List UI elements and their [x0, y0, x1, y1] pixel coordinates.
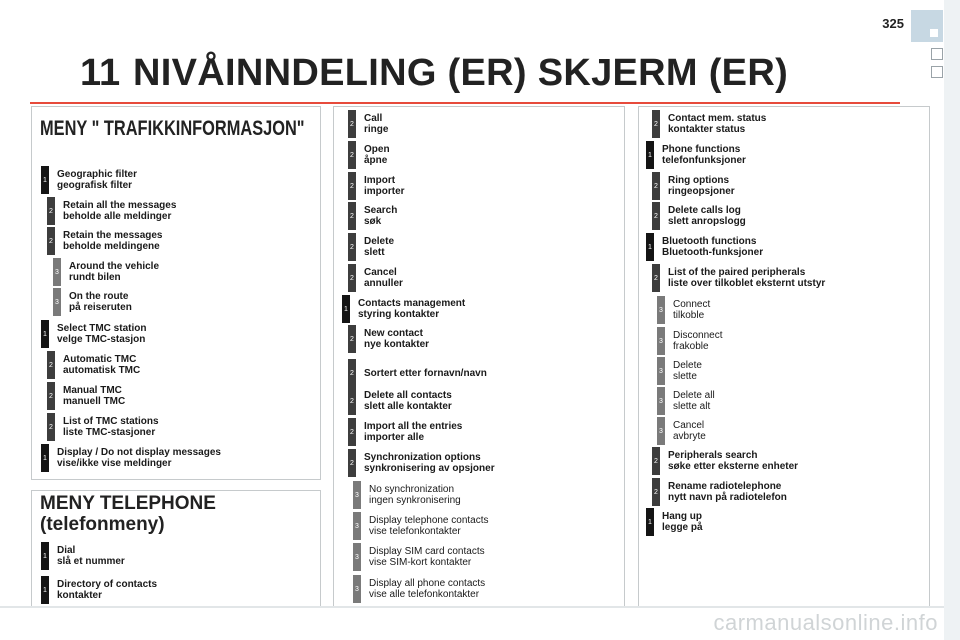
level-badge: 2: [47, 227, 55, 255]
level-badge: 2: [348, 172, 356, 200]
menu-item-label: Delete calls log: [668, 205, 741, 216]
level-badge: 3: [657, 327, 665, 355]
menu-item-translation: ringe: [364, 124, 389, 135]
menu-item-label: List of the paired peripherals: [668, 267, 806, 278]
level-badge: 3: [657, 357, 665, 385]
menu-item-label: Around the vehicle: [69, 261, 160, 272]
menu-item-label: Delete: [364, 236, 395, 247]
menu-item-label: Automatic TMC: [63, 354, 137, 365]
level-badge: 3: [353, 481, 361, 509]
telephone-menu-title: [40, 493, 216, 535]
menu-item: [652, 478, 787, 506]
menu-item-text: [668, 205, 746, 227]
level-badge: 3: [353, 512, 361, 540]
menu-item-text: [57, 169, 137, 191]
menu-item-label: Retain all the messages: [63, 200, 177, 211]
menu-item-text: [364, 205, 397, 227]
level-badge: 1: [646, 508, 654, 536]
menu-item-label: Contacts management: [358, 298, 466, 309]
footer-rule: [0, 606, 944, 608]
menu-item-translation: nye kontakter: [364, 339, 430, 350]
level-badge: 3: [353, 543, 361, 571]
menu-item-translation: synkronisering av opsjoner: [364, 463, 495, 474]
menu-item: [348, 110, 388, 138]
edge-checkbox-1: [931, 48, 943, 60]
level-badge: 2: [348, 325, 356, 353]
menu-item-label: Retain the messages: [63, 230, 163, 241]
menu-item-translation: slett: [364, 247, 385, 258]
menu-item-label: Phone functions: [662, 144, 741, 155]
menu-item: [348, 387, 452, 415]
menu-item-translation: slette alt: [673, 401, 711, 412]
menu-item-text: [364, 267, 403, 289]
menu-item-text: [369, 484, 461, 506]
menu-item-label: Delete: [673, 360, 702, 371]
menu-item-translation: åpne: [364, 155, 388, 166]
menu-item-text: [668, 450, 798, 472]
menu-item: [652, 264, 825, 292]
menu-item: [41, 166, 137, 194]
menu-item-translation: frakoble: [673, 341, 709, 352]
menu-item-translation: importer alle: [364, 432, 425, 443]
level-badge: 1: [41, 320, 49, 348]
menu-item: [652, 202, 746, 230]
chapter-tab-marker: [930, 29, 938, 37]
level-badge: 2: [652, 172, 660, 200]
chapter-title: NIVÅINNDELING (ER) SKJERM (ER): [133, 52, 789, 94]
menu-item-translation: nytt navn på radiotelefon: [668, 492, 787, 503]
menu-item-label: Geographic filter: [57, 169, 138, 180]
menu-item: [53, 258, 159, 286]
chapter-tab: [911, 10, 943, 42]
menu-item-label: Rename radiotelephone: [668, 481, 782, 492]
menu-item-text: [662, 144, 746, 166]
menu-item: [348, 233, 394, 261]
menu-item-text: [668, 267, 825, 289]
level-badge: 2: [652, 202, 660, 230]
menu-item-label: Sortert etter fornavn/navn: [364, 367, 487, 379]
menu-item: [41, 444, 221, 472]
menu-item-label: Delete all contacts: [364, 390, 452, 401]
menu-item-label: Manual TMC: [63, 385, 122, 396]
menu-item: [47, 382, 125, 410]
level-badge: 2: [47, 382, 55, 410]
level-badge: 2: [348, 264, 356, 292]
menu-item-label: Delete all: [673, 390, 715, 401]
menu-item-translation: styring kontakter: [358, 309, 440, 320]
menu-item-text: [673, 360, 702, 382]
menu-item-text: [364, 236, 394, 258]
menu-item-text: [668, 113, 766, 135]
menu-item-text: [673, 330, 722, 352]
menu-item: [353, 575, 485, 603]
menu-item-label: On the route: [69, 291, 129, 302]
menu-item-translation: telefonfunksjoner: [662, 155, 746, 166]
menu-item: [348, 449, 495, 477]
menu-item-translation: ringeopsjoner: [668, 186, 735, 197]
menu-item-translation: importer: [364, 186, 405, 197]
menu-item-label: Import all the entries: [364, 421, 463, 432]
menu-item-text: [57, 545, 125, 567]
menu-item-label: Directory of contacts: [57, 579, 158, 590]
menu-item: [652, 172, 735, 200]
level-badge: 2: [47, 413, 55, 441]
level-badge: 2: [348, 418, 356, 446]
menu-item: [348, 325, 429, 353]
menu-item: [47, 197, 176, 225]
level-badge: 3: [53, 288, 61, 316]
menu-item-translation: slå et nummer: [57, 556, 125, 567]
menu-item-text: [364, 144, 390, 166]
menu-item: [646, 141, 746, 169]
level-badge: 2: [348, 449, 356, 477]
menu-item: [47, 227, 163, 255]
menu-item-translation: avbryte: [673, 431, 706, 442]
menu-item: [652, 447, 798, 475]
edge-checkbox-2: [931, 66, 943, 78]
menu-item-translation: vise/ikke vise meldinger: [57, 458, 172, 469]
menu-item-label: Synchronization options: [364, 452, 481, 463]
menu-item-translation: slett anropslogg: [668, 216, 746, 227]
level-badge: 2: [348, 202, 356, 230]
menu-item-translation: manuell TMC: [63, 396, 126, 407]
menu-item-label: Connect: [673, 299, 711, 310]
menu-item-text: [673, 420, 706, 442]
menu-item-label: Ring options: [668, 175, 730, 186]
level-badge: 3: [657, 387, 665, 415]
menu-item-text: [364, 113, 388, 135]
level-badge: 2: [348, 387, 356, 415]
level-badge: 1: [342, 295, 350, 323]
level-badge: 3: [657, 417, 665, 445]
menu-item: [353, 543, 485, 571]
menu-item-translation: velge TMC-stasjon: [57, 334, 146, 345]
menu-item: [657, 417, 706, 445]
menu-item-label: Select TMC station: [57, 323, 147, 334]
menu-item-text: [63, 416, 159, 438]
menu-item: [353, 512, 489, 540]
menu-item-text: [364, 421, 462, 443]
menu-item: [353, 481, 461, 509]
menu-item: [646, 508, 703, 536]
menu-item: [342, 295, 465, 323]
traffic-menu-title: MENY " TRAFIKKINFORMASJON": [40, 117, 305, 140]
level-badge: 2: [348, 110, 356, 138]
menu-item-translation: beholde alle meldinger: [63, 211, 172, 222]
menu-item-text: [69, 261, 159, 283]
menu-item-text: [364, 328, 429, 350]
menu-item: [53, 288, 132, 316]
menu-item: [41, 576, 157, 604]
menu-item-label: Cancel: [673, 420, 705, 431]
menu-item: [348, 172, 405, 200]
menu-item-translation: tilkoble: [673, 310, 705, 321]
menu-item-label: Display / Do not display messages: [57, 447, 221, 458]
watermark: carmanualsonline.info: [713, 610, 938, 635]
menu-item-text: [63, 354, 140, 376]
menu-item-translation: Bluetooth-funksjoner: [662, 247, 764, 258]
menu-item-text: [358, 298, 465, 320]
menu-item-translation: på reiseruten: [69, 302, 132, 313]
menu-item-label: New contact: [364, 328, 423, 339]
menu-item-text: [364, 452, 495, 474]
menu-item-label: Display telephone contacts: [369, 515, 489, 526]
level-badge: 2: [348, 141, 356, 169]
menu-item-label: Cancel: [364, 267, 397, 278]
level-badge: 1: [41, 576, 49, 604]
level-badge: 3: [353, 575, 361, 603]
menu-item: [657, 296, 710, 324]
menu-item-text: [673, 299, 710, 321]
menu-item-text: [57, 447, 221, 469]
menu-item: [41, 542, 125, 570]
menu-item-text: [668, 175, 735, 197]
menu-item-translation: beholde meldingene: [63, 241, 160, 252]
menu-item: [657, 327, 722, 355]
level-badge: 1: [41, 166, 49, 194]
menu-item-text: [369, 578, 485, 600]
menu-item-translation: kontakter status: [668, 124, 746, 135]
menu-item-label: Contact mem. status: [668, 113, 767, 124]
menu-item-text: [364, 368, 487, 379]
menu-item-text: [69, 291, 132, 313]
menu-item-label: Disconnect: [673, 330, 723, 341]
menu-item: [646, 233, 763, 261]
menu-item: [348, 141, 390, 169]
menu-item-translation: vise telefonkontakter: [369, 526, 461, 537]
level-badge: 2: [348, 233, 356, 261]
menu-item: [652, 110, 766, 138]
level-badge: 2: [652, 447, 660, 475]
menu-item-translation: søk: [364, 216, 382, 227]
menu-item-label: No synchronization: [369, 484, 455, 495]
menu-item-translation: geografisk filter: [57, 180, 133, 191]
level-badge: 2: [47, 197, 55, 225]
menu-item-text: [63, 385, 125, 407]
menu-item-label: Dial: [57, 545, 76, 556]
menu-item-translation: vise SIM-kort kontakter: [369, 557, 472, 568]
menu-item-label: Search: [364, 205, 398, 216]
level-badge: 1: [41, 444, 49, 472]
menu-item-text: [63, 200, 176, 222]
menu-item: [47, 413, 159, 441]
menu-item-label: Display SIM card contacts: [369, 546, 485, 557]
telephone-menu-title-line2: (telefonmeny): [40, 514, 165, 535]
level-badge: 2: [652, 264, 660, 292]
menu-item-translation: ingen synkronisering: [369, 495, 461, 506]
menu-item-text: [364, 175, 405, 197]
menu-item-translation: liste TMC-stasjoner: [63, 427, 156, 438]
menu-item-text: [57, 579, 157, 601]
menu-item-translation: slett alle kontakter: [364, 401, 452, 412]
menu-item-label: Bluetooth functions: [662, 236, 757, 247]
menu-item-text: [673, 390, 715, 412]
menu-item-label: Import: [364, 175, 396, 186]
menu-item-translation: vise alle telefonkontakter: [369, 589, 480, 600]
menu-item-text: [364, 390, 452, 412]
menu-item-label: Hang up: [662, 511, 702, 522]
telephone-menu-title-line1: MENY TELEPHONE: [40, 493, 216, 514]
menu-item-label: Peripherals search: [668, 450, 758, 461]
menu-item-text: [668, 481, 787, 503]
menu-item-text: [57, 323, 146, 345]
menu-item-label: List of TMC stations: [63, 416, 159, 427]
menu-item: [348, 359, 487, 387]
menu-item: [348, 418, 462, 446]
header-rule: [30, 102, 900, 104]
menu-item-label: Display all phone contacts: [369, 578, 486, 589]
menu-item-text: [369, 515, 489, 537]
menu-item-translation: slette: [673, 371, 697, 382]
menu-item: [348, 202, 397, 230]
level-badge: 2: [348, 359, 356, 387]
menu-item-text: [662, 511, 703, 533]
chapter-number: 11: [80, 52, 121, 94]
menu-item-translation: rundt bilen: [69, 272, 121, 283]
level-badge: 1: [646, 141, 654, 169]
menu-item-text: [369, 546, 485, 568]
level-badge: 3: [53, 258, 61, 286]
level-badge: 2: [47, 351, 55, 379]
menu-item-text: [662, 236, 763, 258]
menu-item-translation: automatisk TMC: [63, 365, 141, 376]
menu-item-translation: legge på: [662, 522, 703, 533]
page-number: 325: [882, 16, 904, 31]
menu-item: [348, 264, 403, 292]
level-badge: 3: [657, 296, 665, 324]
menu-item-label: Open: [364, 144, 390, 155]
menu-item-translation: annuller: [364, 278, 403, 289]
page-edge-bar: [944, 0, 960, 640]
menu-item-translation: kontakter: [57, 590, 103, 601]
level-badge: 2: [652, 478, 660, 506]
menu-item: [41, 320, 146, 348]
menu-item: [47, 351, 140, 379]
menu-item: [657, 357, 702, 385]
level-badge: 1: [41, 542, 49, 570]
menu-item-translation: liste over tilkoblet eksternt utstyr: [668, 278, 826, 289]
menu-item: [657, 387, 715, 415]
menu-item-translation: søke etter eksterne enheter: [668, 461, 799, 472]
level-badge: 2: [652, 110, 660, 138]
menu-item-text: [63, 230, 163, 252]
level-badge: 1: [646, 233, 654, 261]
menu-item-label: Call: [364, 113, 383, 124]
